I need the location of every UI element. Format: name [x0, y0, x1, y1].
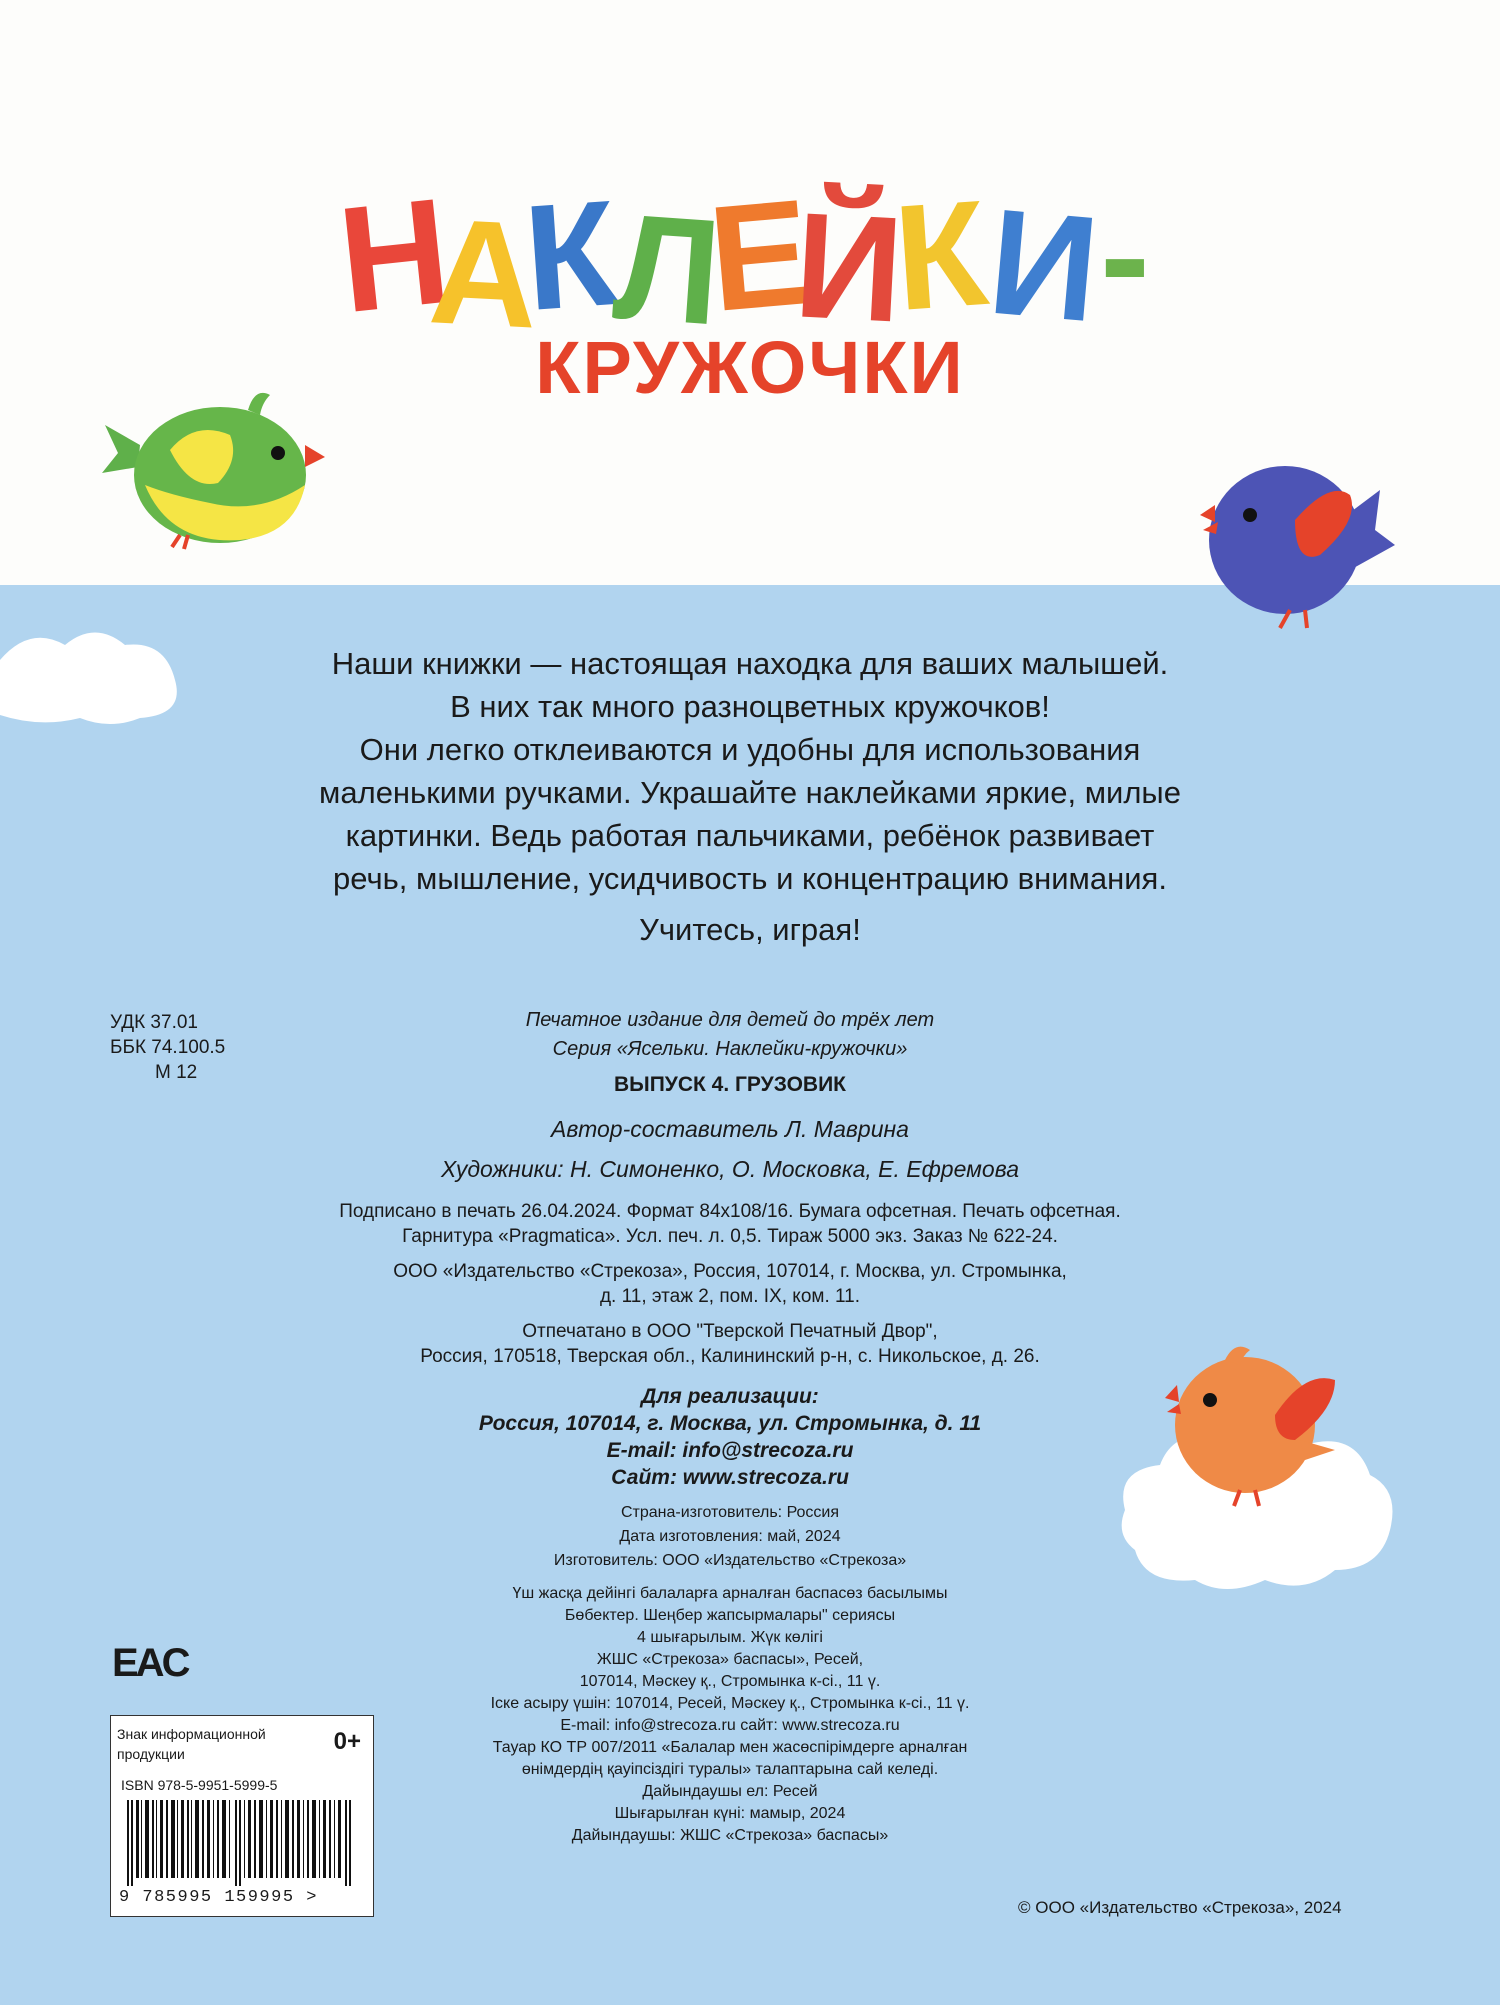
kazakh-line: өнімдердің қауіпсіздігі туралы» талаптарына сай келеді.: [521, 1761, 939, 1778]
kazakh-line: Үш жасқа дейінгі балаларға арналған баспасөз басылымы: [512, 1585, 948, 1602]
print-info: [280, 1199, 1180, 1249]
title-letter: А: [425, 186, 543, 360]
title-letter: -: [1100, 171, 1150, 339]
copyright: © ООО «Издательство «Стрекоза», 2024: [1018, 1898, 1342, 1917]
classification-codes: [110, 1010, 225, 1085]
printer-line: Отпечатано в ООО "Тверской Печатный Двор",: [522, 1321, 938, 1342]
m-code: М 12: [155, 1062, 198, 1083]
intro-line: картинки. Ведь работая пальчиками, ребёнок развивает: [345, 818, 1155, 853]
manufacture-info: [280, 1501, 1180, 1573]
audience-note: Печатное издание для детей до трёх лет: [525, 1009, 935, 1031]
bbk-code: ББК 74.100.5: [110, 1037, 226, 1058]
orange-bird-illustration: [1165, 1330, 1345, 1510]
intro-line: В них так много разноцветных кружочков!: [450, 689, 1050, 724]
artists-line: Художники: Н. Симоненко, О. Московка, Е. Ефремова: [441, 1156, 1019, 1182]
udk-code: УДК 37.01: [110, 1012, 198, 1033]
series-name: Серия «Ясельки. Наклейки-кружочки»: [552, 1038, 908, 1060]
cloud-left: [0, 620, 185, 730]
kazakh-line: Іске асыру үшін: 107014, Ресей, Мәскеу қ., Стромынка к-сі., 11 ү.: [490, 1695, 970, 1712]
intro-text: [180, 642, 1320, 951]
publisher-line: ООО «Издательство «Стрекоза», Россия, 107014, г. Москва, ул. Стромынка,: [393, 1261, 1067, 1282]
info-product-sign: Знак информационной продукции: [117, 1726, 266, 1762]
kazakh-line: Бөбектер. Шеңбер жапсырмалары" сериясы: [564, 1607, 896, 1624]
intro-line: маленькими ручками. Украшайте наклейками яркие, милые: [319, 775, 1181, 810]
title-letter: Л: [609, 181, 726, 357]
manufacture-line: Страна-изготовитель: Россия: [620, 1504, 840, 1521]
blue-bird-illustration: [1200, 460, 1400, 640]
publisher-address: [280, 1259, 1180, 1309]
kazakh-line: 107014, Мәскеу қ., Стромынка к-сі., 11 ү.: [579, 1673, 881, 1690]
manufacture-line: Изготовитель: ООО «Издательство «Стрекоза»: [553, 1552, 907, 1569]
sales-info: [280, 1383, 1180, 1491]
sales-line: Для реализации:: [641, 1385, 819, 1408]
sales-line: Россия, 107014, г. Москва, ул. Стромынка, д. 11: [478, 1412, 982, 1435]
kazakh-line: E-mail: info@strecoza.ru сайт: www.strecoza.ru: [560, 1717, 900, 1734]
manufacture-line: Дата изготовления: май, 2024: [619, 1528, 841, 1545]
eac-mark: EAC: [112, 1641, 188, 1685]
title-letter: Е: [702, 166, 818, 344]
intro-cta: Учитесь, играя!: [639, 912, 861, 947]
sales-line: Сайт: www.strecoza.ru: [611, 1466, 849, 1489]
kazakh-info: [280, 1583, 1180, 1847]
imprint-block: [280, 1008, 1180, 1847]
kazakh-line: Дайындаушы ел: Ресей: [642, 1783, 818, 1800]
author-line: Автор-составитель Л. Маврина: [551, 1116, 909, 1142]
issue-title: ВЫПУСК 4. ГРУЗОВИК: [613, 1073, 847, 1096]
title-letter: И: [982, 176, 1105, 354]
title-letter: Й: [790, 180, 908, 354]
intro-line: Они легко отклеиваются и удобны для использования: [359, 732, 1141, 767]
title-letter: К: [519, 168, 623, 342]
print-info-line: Гарнитура «Pragmatica». Усл. печ. л. 0,5. Тираж 5000 экз. Заказ № 622-24.: [402, 1226, 1058, 1247]
info-barcode-box: [110, 1715, 374, 1917]
barcode-icon: [125, 1800, 361, 1886]
kazakh-line: 4 шығарылым. Жүк көлігі: [637, 1629, 823, 1646]
green-bird-illustration: [100, 375, 330, 555]
kazakh-line: Шығарылған күні: мамыр, 2024: [614, 1805, 846, 1822]
age-rating: 0+: [333, 1728, 361, 1755]
kazakh-line: ЖШС «Стрекоза» баспасы», Ресей,: [596, 1651, 864, 1668]
kazakh-line: Тауар КО ТР 007/2011 «Балалар мен жасөспірімдерге арналған: [492, 1739, 968, 1756]
print-info-line: Подписано в печать 26.04.2024. Формат 84х108/16. Бумага офсетная. Печать офсетная.: [339, 1201, 1121, 1222]
intro-line: Наши книжки — настоящая находка для ваших малышей.: [331, 646, 1169, 681]
intro-line: речь, мышление, усидчивость и концентрацию внимания.: [333, 861, 1167, 896]
isbn-number: ISBN 978-5-9951-5999-5: [121, 1777, 278, 1793]
title-letter: К: [889, 168, 993, 342]
publisher-line: д. 11, этаж 2, пом. IX, ком. 11.: [599, 1286, 861, 1307]
sales-line: E-mail: info@strecoza.ru: [606, 1439, 854, 1462]
printer-line: Россия, 170518, Тверская обл., Калининский р-н, с. Никольское, д. 26.: [420, 1346, 1040, 1367]
barcode-digits: 9 785995 159995 >: [119, 1888, 318, 1907]
title-letter: Н: [331, 165, 457, 345]
printer-info: [280, 1319, 1180, 1369]
kazakh-line: Дайындаушы: ЖШС «Стрекоза» баспасы»: [571, 1827, 889, 1844]
subtitle: КРУЖОЧКИ: [535, 326, 965, 409]
